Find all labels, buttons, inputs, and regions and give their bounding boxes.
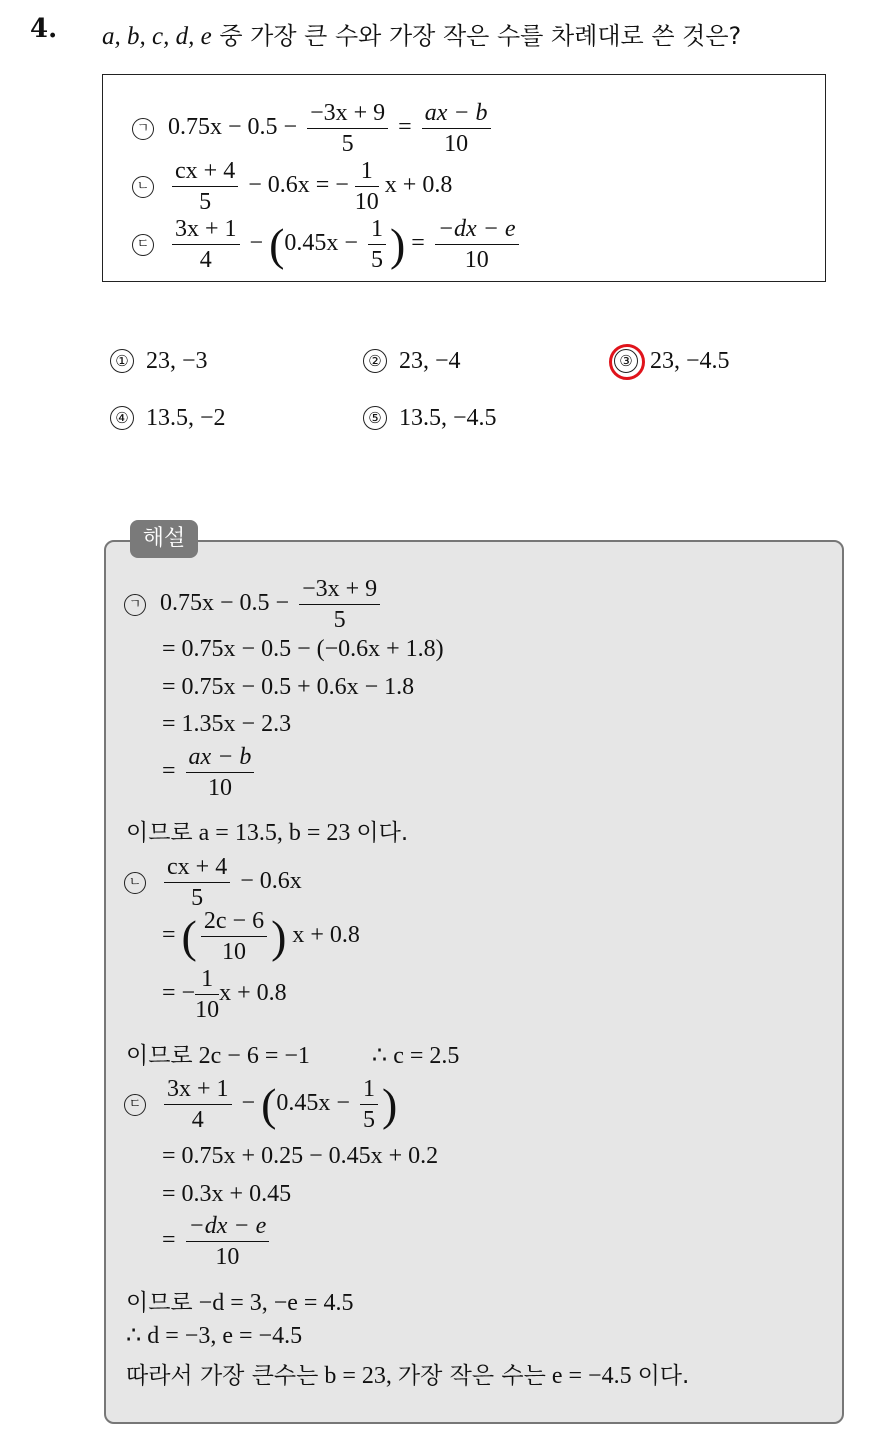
solution-1-conclusion	[126, 814, 408, 847]
solution-1-line-3: = 0.75x − 0.5 + 0.6x − 1.8	[162, 674, 415, 700]
denominator: 5	[370, 247, 383, 273]
fraction	[299, 574, 380, 635]
numerator: cx + 4	[164, 852, 230, 883]
circled-mark: ㄷ	[132, 234, 154, 256]
circled-mark: ㄱ	[124, 594, 146, 616]
fraction	[164, 852, 230, 913]
left-paren: (	[181, 911, 197, 962]
korean-text: 이므로	[126, 820, 193, 846]
paren-expr: 0.45x −	[284, 230, 358, 257]
math: e = −4.5	[551, 1363, 632, 1389]
fraction	[172, 156, 238, 217]
denominator: 5	[341, 131, 354, 157]
equals: =	[162, 922, 176, 949]
numerator: 1	[360, 1074, 378, 1105]
circled-mark: ㄴ	[132, 176, 154, 198]
option-text: 13.5, −4.5	[399, 405, 497, 431]
numerator: 3x + 1	[172, 214, 240, 245]
numerator: 1	[195, 964, 219, 995]
numerator: −dx − e	[435, 214, 519, 245]
solution-3-line-3: = 0.3x + 0.45	[162, 1181, 292, 1207]
fraction	[422, 98, 491, 159]
option-number	[614, 349, 638, 373]
left-paren: (	[261, 1079, 277, 1130]
denominator: 4	[191, 1107, 204, 1133]
expr: x + 0.8	[219, 980, 287, 1007]
expr: 0.75x − 0.5 −	[168, 114, 298, 141]
math: −d = 3, −e = 4.5	[198, 1290, 354, 1316]
option-text: 23, −4	[399, 348, 461, 374]
question-number: 4.	[30, 14, 58, 44]
numerator: ax − b	[186, 742, 255, 773]
expr: = −	[162, 980, 196, 1007]
solution-1-line-4: = 1.35x − 2.3	[162, 711, 292, 737]
denominator: 10	[464, 247, 489, 273]
right-paren: )	[381, 1079, 398, 1130]
solution-2-line-2	[162, 906, 360, 967]
option-number: ①	[110, 349, 134, 373]
fraction	[360, 1074, 378, 1135]
korean-text: 이므로	[126, 1043, 193, 1069]
expr: − 0.6x	[240, 868, 302, 895]
solution-2-conclusion	[126, 1037, 459, 1070]
math: a = 13.5, b = 23	[198, 820, 351, 846]
question-prompt: 중 가장 큰 수와 가장 작은 수를 차례대로 쓴 것은?	[219, 22, 742, 50]
numerator: 1	[368, 214, 386, 245]
expr: x + 0.8	[384, 172, 453, 199]
minus: −	[241, 1090, 256, 1117]
solution-3-line-4	[162, 1211, 273, 1272]
option-3[interactable]	[614, 348, 730, 375]
denominator: 10	[354, 189, 379, 215]
numerator: −dx − e	[186, 1211, 270, 1242]
fraction	[307, 98, 388, 159]
fraction	[201, 906, 267, 967]
option-1[interactable]	[110, 348, 208, 375]
denominator: 10	[215, 1244, 240, 1270]
denominator: 10	[207, 775, 232, 801]
circled-mark: ㄷ	[124, 1094, 146, 1116]
korean-text: 가장 작은 수는	[397, 1363, 546, 1389]
minus: −	[249, 230, 264, 257]
box-line-3	[132, 214, 523, 275]
box-line-2	[132, 156, 452, 217]
numerator: 2c − 6	[201, 906, 267, 937]
numerator: ax − b	[422, 98, 491, 129]
right-paren: )	[389, 219, 406, 270]
equals: =	[162, 758, 176, 785]
math: b = 23,	[324, 1363, 392, 1389]
korean-text: 이므로	[126, 1290, 193, 1316]
numerator: cx + 4	[172, 156, 238, 187]
solution-1-line-2: = 0.75x − 0.5 − (−0.6x + 1.8)	[162, 636, 444, 662]
numerator: −3x + 9	[307, 98, 388, 129]
numerator: 1	[355, 156, 379, 187]
equals: =	[411, 230, 425, 257]
numerator: 3x + 1	[164, 1074, 232, 1105]
solution-1-line-5	[162, 742, 258, 803]
question-vars: a, b, c, d, e	[102, 23, 212, 50]
solution-3-start	[124, 1074, 397, 1135]
fraction	[164, 1074, 232, 1135]
numerator: −3x + 9	[299, 574, 380, 605]
circled-mark: ㄱ	[132, 118, 154, 140]
option-2[interactable]	[363, 348, 461, 375]
option-text: 23, −3	[146, 348, 208, 374]
denominator: 10	[444, 131, 469, 157]
therefore: ∴ c = 2.5	[371, 1043, 460, 1069]
fraction	[355, 156, 379, 217]
right-paren: )	[271, 911, 287, 962]
denominator: 5	[362, 1107, 375, 1133]
fraction	[172, 214, 240, 275]
answer-circle-mark	[609, 344, 645, 380]
option-text: 23, −4.5	[650, 348, 730, 374]
option-number-glyph: ③	[619, 352, 633, 370]
solution-1-start	[124, 574, 384, 635]
solution-tag: 해설	[130, 520, 198, 558]
expr: − 0.6x = −	[248, 172, 349, 199]
left-paren: (	[269, 219, 285, 270]
denominator: 5	[199, 189, 212, 215]
fraction	[435, 214, 519, 275]
option-number: ②	[363, 349, 387, 373]
fraction	[368, 214, 386, 275]
denominator: 10	[195, 997, 220, 1023]
korean-text: 이다.	[356, 820, 409, 846]
korean-text: 따라서 가장 큰수는	[126, 1363, 319, 1389]
solution-3-conclusion	[126, 1284, 353, 1317]
math: 2c − 6 = −1	[198, 1043, 310, 1069]
expr: 0.75x − 0.5 −	[160, 590, 290, 617]
korean-text: 이다.	[637, 1363, 690, 1389]
option-text: 13.5, −2	[146, 405, 226, 431]
solution-final	[126, 1357, 689, 1390]
denominator: 4	[199, 247, 212, 273]
fraction	[186, 1211, 270, 1272]
paren-expr: 0.45x −	[276, 1090, 350, 1117]
fraction	[195, 964, 219, 1025]
solution-2-line-3	[162, 964, 287, 1025]
equals: =	[162, 1227, 176, 1254]
circled-mark: ㄴ	[124, 872, 146, 894]
solution-3-therefore: ∴ d = −3, e = −4.5	[126, 1323, 303, 1349]
solution-3-line-2: = 0.75x + 0.25 − 0.45x + 0.2	[162, 1143, 439, 1169]
option-4[interactable]	[110, 405, 226, 432]
fraction	[186, 742, 255, 803]
denominator: 5	[191, 885, 204, 911]
equals: =	[398, 114, 412, 141]
option-number: ⑤	[363, 406, 387, 430]
denominator: 10	[221, 939, 246, 965]
option-5[interactable]	[363, 405, 497, 432]
solution-2-start	[124, 852, 302, 913]
expr: x + 0.8	[292, 922, 360, 949]
question-text	[102, 16, 741, 51]
denominator: 5	[333, 607, 346, 633]
box-line-1	[132, 98, 495, 159]
option-number: ④	[110, 406, 134, 430]
